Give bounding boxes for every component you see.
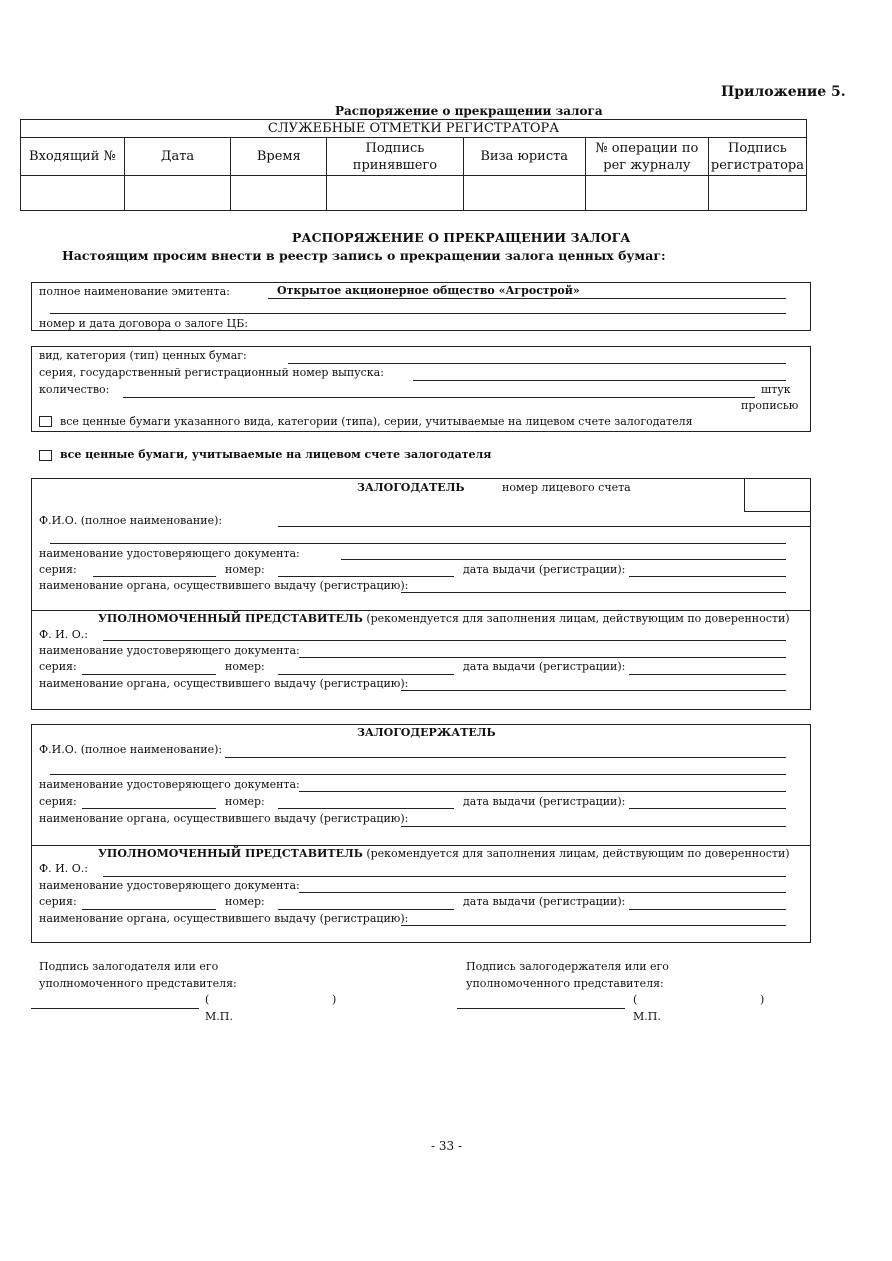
- rep2-authority-label: наименование органа, осуществившего выдачу (регистрацию):: [39, 912, 409, 925]
- pledgee-paren-open: (: [633, 993, 638, 1006]
- pledgor-number-label: номер:: [225, 563, 265, 576]
- rep1-note: (рекомендуется для заполнения лицам, действующим по доверенности): [366, 612, 790, 625]
- rep2-date-line[interactable]: [629, 909, 786, 910]
- rep1-series-label: серия:: [39, 660, 77, 673]
- all-of-type-label: все ценные бумаги указанного вида, категории (типа), серии, учитываемые на лицевом счете залогодателя: [60, 415, 693, 428]
- pledgee-doc-line[interactable]: [299, 791, 786, 792]
- issuer-name-line-2: [50, 313, 786, 314]
- cell-time[interactable]: [231, 176, 327, 211]
- pledgor-doc-line[interactable]: [341, 559, 786, 560]
- account-number-label: номер лицевого счета: [502, 481, 631, 494]
- rep1-authority-label: наименование органа, осуществившего выдачу (регистрацию):: [39, 677, 409, 690]
- pledgee-number-line[interactable]: [278, 808, 454, 809]
- page-number: - 33 -: [431, 1139, 463, 1153]
- main-title: РАСПОРЯЖЕНИЕ О ПРЕКРАЩЕНИИ ЗАЛОГА: [292, 230, 631, 245]
- rep2-series-line[interactable]: [82, 909, 216, 910]
- pledgor-series-label: серия:: [39, 563, 77, 576]
- pledgee-rep-divider: [31, 845, 811, 846]
- pledgor-stamp: М.П.: [205, 1010, 233, 1023]
- pledgee-fio-line[interactable]: [225, 757, 786, 758]
- pledgor-section: [31, 478, 811, 710]
- pledgor-authority-label: наименование органа, осуществившего выдачу (регистрацию):: [39, 579, 409, 592]
- rep2-fio-line[interactable]: [103, 876, 786, 877]
- col-time: Время: [231, 138, 327, 176]
- request-text: Настоящим просим внести в реестр запись о прекращении залога ценных бумаг:: [62, 248, 666, 263]
- col-lawyer-visa: Виза юриста: [463, 138, 585, 176]
- rep1-fio-line[interactable]: [103, 640, 786, 641]
- rep2-fio-label: Ф. И. О.:: [39, 862, 88, 875]
- rep2-series-label: серия:: [39, 895, 77, 908]
- pledgor-paren-open: (: [205, 993, 210, 1006]
- pledgee-series-label: серия:: [39, 795, 77, 808]
- pledgor-date-label: дата выдачи (регистрации):: [463, 563, 626, 576]
- rep1-heading: УПОЛНОМОЧЕННЫЙ ПРЕДСТАВИТЕЛЬ: [98, 612, 363, 625]
- pledgee-doc-label: наименование удостоверяющего документа:: [39, 778, 300, 791]
- pledgee-date-label: дата выдачи (регистрации):: [463, 795, 626, 808]
- security-type-line[interactable]: [288, 363, 786, 364]
- pledgor-rep-divider: [31, 610, 811, 611]
- pledgee-authority-label: наименование органа, осуществившего выдачу (регистрацию):: [39, 812, 409, 825]
- pledgee-series-line[interactable]: [82, 808, 216, 809]
- pledgee-signature-line[interactable]: [457, 1008, 625, 1009]
- all-on-account-label: все ценные бумаги, учитываемые на лицевом счете залогодателя: [60, 448, 492, 461]
- cell-incoming-number[interactable]: [21, 176, 125, 211]
- security-series-label: серия, государственный регистрационный номер выпуска:: [39, 366, 384, 379]
- pledgor-signature-label-2: уполномоченного представителя:: [39, 977, 237, 990]
- pledgee-fio-label: Ф.И.О. (полное наименование):: [39, 743, 223, 756]
- pledgor-number-line[interactable]: [278, 576, 454, 577]
- rep2-number-line[interactable]: [278, 909, 454, 910]
- quantity-in-words: прописью: [741, 399, 799, 412]
- pledgor-signature-line[interactable]: [31, 1008, 199, 1009]
- issuer-name-line: [268, 298, 786, 299]
- account-number-box[interactable]: [744, 478, 811, 512]
- pledgee-fio-line-2[interactable]: [50, 774, 786, 775]
- issuer-name-value[interactable]: Открытое акционерное общество «Агрострой»: [277, 284, 580, 297]
- pledgor-paren-close: ): [332, 993, 337, 1006]
- pledgor-fio-line[interactable]: [278, 526, 811, 527]
- pledgor-doc-label: наименование удостоверяющего документа:: [39, 547, 300, 560]
- rep2-authority-line[interactable]: [401, 925, 786, 926]
- rep2-note: (рекомендуется для заполнения лицам, действующим по доверенности): [366, 847, 790, 860]
- rep2-number-label: номер:: [225, 895, 265, 908]
- pledgee-date-line[interactable]: [629, 808, 786, 809]
- quantity-line[interactable]: [123, 397, 755, 398]
- pledgor-series-line[interactable]: [93, 576, 216, 577]
- rep1-date-label: дата выдачи (регистрации):: [463, 660, 626, 673]
- all-on-account-checkbox[interactable]: [39, 450, 52, 461]
- col-incoming-number: Входящий №: [21, 138, 125, 176]
- rep2-heading-row: [98, 847, 790, 860]
- registrar-heading: СЛУЖЕБНЫЕ ОТМЕТКИ РЕГИСТРАТОРА: [21, 120, 807, 138]
- cell-operation-number[interactable]: [585, 176, 708, 211]
- pledgor-fio-label: Ф.И.О. (полное наименование):: [39, 514, 223, 527]
- pledgor-date-line[interactable]: [629, 576, 786, 577]
- rep1-number-label: номер:: [225, 660, 265, 673]
- pledgee-stamp: М.П.: [633, 1010, 661, 1023]
- col-date: Дата: [124, 138, 230, 176]
- pledgor-signature-label-1: Подпись залогодателя или его: [39, 960, 219, 973]
- col-receiver-signature: Подпись принявшего: [327, 138, 463, 176]
- pledgee-paren-close: ): [760, 993, 765, 1006]
- pledgee-heading: ЗАЛОГОДЕРЖАТЕЛЬ: [357, 726, 496, 739]
- pledgee-authority-line[interactable]: [401, 826, 786, 827]
- rep1-fio-label: Ф. И. О.:: [39, 628, 88, 641]
- pledgee-number-label: номер:: [225, 795, 265, 808]
- issuer-name-label: полное наименование эмитента:: [39, 285, 230, 298]
- col-registrar-signature: Подпись регистратора: [708, 138, 806, 176]
- document-title: Распоряжение о прекращении залога: [335, 104, 603, 118]
- rep1-authority-line[interactable]: [401, 690, 786, 691]
- all-of-type-checkbox[interactable]: [39, 416, 52, 427]
- rep2-date-label: дата выдачи (регистрации):: [463, 895, 626, 908]
- security-series-line[interactable]: [413, 380, 786, 381]
- cell-registrar-signature[interactable]: [708, 176, 806, 211]
- cell-date[interactable]: [124, 176, 230, 211]
- rep1-heading-row: [98, 612, 790, 625]
- pledgor-heading: ЗАЛОГОДАТЕЛЬ: [357, 481, 465, 494]
- quantity-label: количество:: [39, 383, 110, 396]
- quantity-unit: штук: [761, 383, 791, 396]
- rep1-doc-line[interactable]: [299, 657, 786, 658]
- appendix-label: Приложение 5.: [721, 84, 846, 100]
- rep1-series-line[interactable]: [82, 674, 216, 675]
- rep2-doc-line[interactable]: [299, 892, 786, 893]
- pledgee-signature-label-2: уполномоченного представителя:: [466, 977, 664, 990]
- security-type-label: вид, категория (тип) ценных бумаг:: [39, 349, 247, 362]
- pledgor-authority-line[interactable]: [401, 592, 786, 593]
- pledgee-signature-label-1: Подпись залогодержателя или его: [466, 960, 669, 973]
- col-operation-number: № операции по рег журналу: [585, 138, 708, 176]
- registrar-marks-table: [20, 119, 807, 211]
- cell-lawyer-visa[interactable]: [463, 176, 585, 211]
- rep1-doc-label: наименование удостоверяющего документа:: [39, 644, 300, 657]
- rep2-doc-label: наименование удостоверяющего документа:: [39, 879, 300, 892]
- cell-receiver-signature[interactable]: [327, 176, 463, 211]
- rep1-number-line[interactable]: [278, 674, 454, 675]
- contract-label: номер и дата договора о залоге ЦБ:: [39, 317, 248, 330]
- pledgor-fio-line-2[interactable]: [50, 543, 786, 544]
- rep1-date-line[interactable]: [629, 674, 786, 675]
- rep2-heading: УПОЛНОМОЧЕННЫЙ ПРЕДСТАВИТЕЛЬ: [98, 847, 363, 860]
